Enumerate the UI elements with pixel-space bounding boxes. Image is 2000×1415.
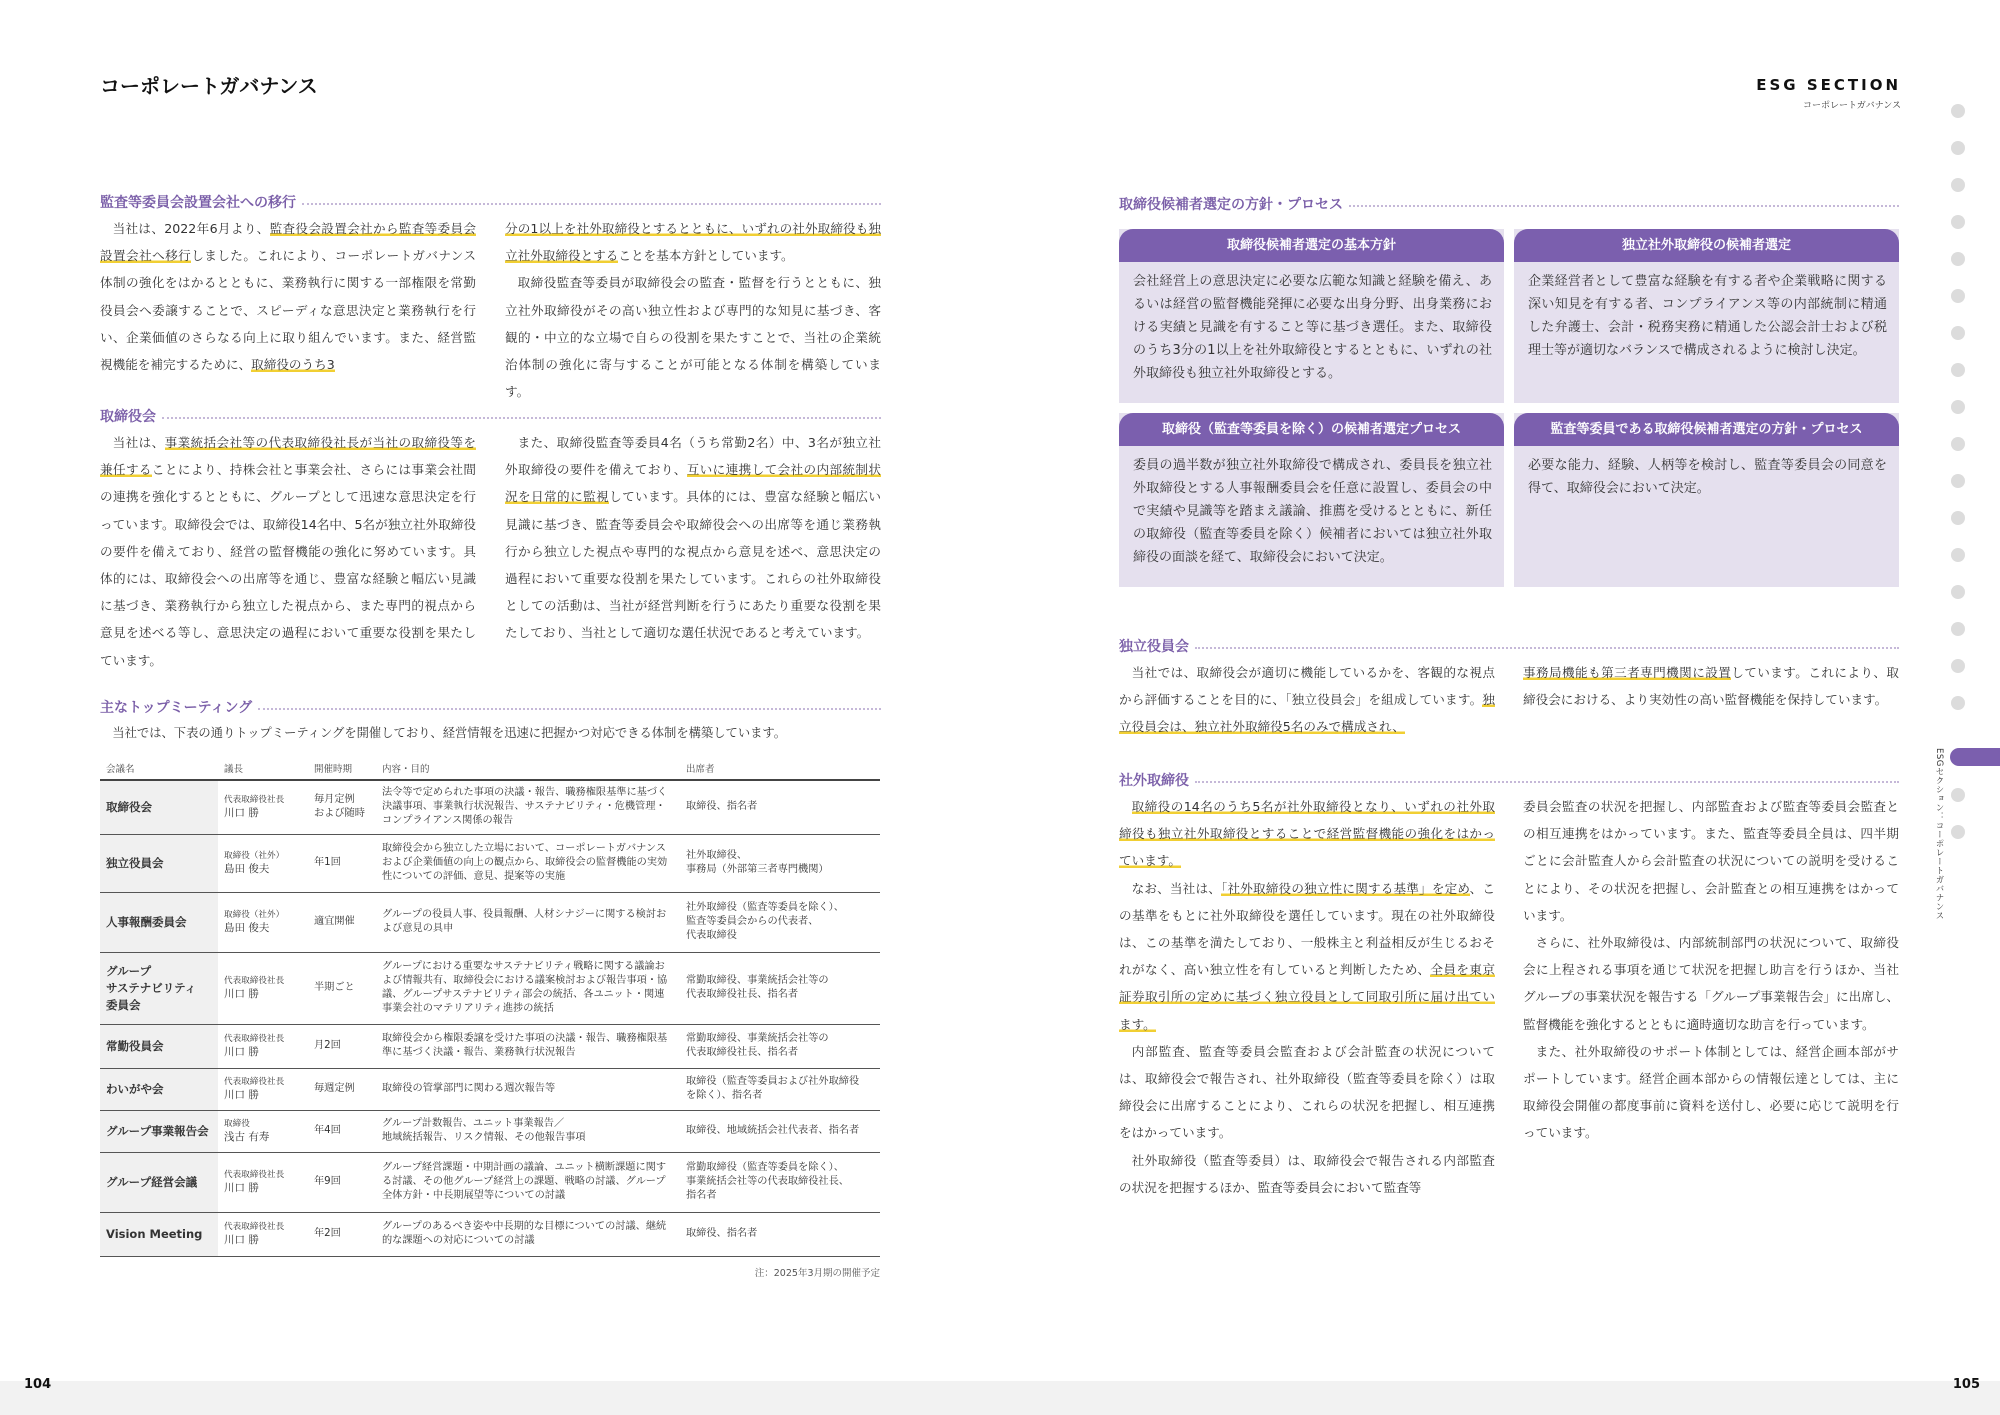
meeting-attendees: 取締役、指名者 <box>680 780 880 834</box>
policy-box-title: 独立社外取締役の候補者選定 <box>1514 229 1899 262</box>
column-header: 開催時期 <box>308 759 376 780</box>
meetings-table <box>100 759 880 1257</box>
transition-section <box>100 191 881 405</box>
transition-paragraph-2: 分の1以上を社外取締役とするとともに、いずれの社外取締役も独立社外取締役とすることを基本方針としています。 <box>505 221 881 264</box>
section-header <box>1756 76 1901 111</box>
outside-paragraph-3: 内部監査、監査等委員会監査および会計監査の状況については、取締役会で報告され、社外取締役（監査等委員を除く）は取締役会に出席することにより、これらの状況を把握し、相互連携をはかっています。 <box>1119 1043 1495 1141</box>
board-section <box>100 405 881 674</box>
column-header: 内容・目的 <box>376 759 680 780</box>
side-nav-dot[interactable] <box>1951 622 1965 636</box>
side-nav-dot[interactable] <box>1951 511 1965 525</box>
chair-role: 代表取締役社長 <box>224 1222 285 1233</box>
page-number-right: 105 <box>1952 1377 1980 1392</box>
side-nav-dot[interactable] <box>1951 788 1965 802</box>
meeting-attendees: 常勤取締役、事業統括会社等の 代表取締役社長、指名者 <box>680 1024 880 1068</box>
board-heading: 取締役会 <box>100 405 881 427</box>
outside-paragraph-6: さらに、社外取締役は、内部統制部門の状況について、取締役会に上程される事項を通じて状況を把握し助言を行うほか、当社グループの事業状況を報告する「グループ事業報告会」に出席し、監督機能を強化するとともに適時適切な助言を行っています。 <box>1523 935 1899 1032</box>
footer-bar <box>0 1381 2000 1415</box>
meeting-name: 人事報酬委員会 <box>100 892 218 952</box>
table-row <box>100 780 880 834</box>
policy-box-title: 取締役（監査等委員を除く）の候補者選定プロセス <box>1119 413 1504 446</box>
meeting-name: グループ経営会議 <box>100 1152 218 1212</box>
independent-section <box>1119 635 1899 741</box>
policy-box-title: 監査等委員である取締役候補者選定の方針・プロセス <box>1514 413 1899 446</box>
table-row <box>100 892 880 952</box>
board-paragraph-1: 当社は、事業統括会社等の代表取締役社長が当社の取締役等を兼任することにより、持株会社と事業会社、さらには事業会社間の連携を強化するとともに、グループとして迅速な意思決定を行っています。取締役会では、取締役14名中、5名が独立社外取締役の要件を備えており、経営の監督機能の強化に努めています。具体的には、取締役会への出席等を通じ、豊富な経験と幅広い見識に基づき、業務執行から独立した視点から、また専門的視点から意見を述べる等し、意思決定の過程において重要な役割を果たしています。 <box>100 435 477 668</box>
side-nav-dot[interactable] <box>1951 289 1965 303</box>
meeting-chair <box>218 892 308 952</box>
selection-section <box>1119 193 1899 587</box>
meeting-timing: 年9回 <box>308 1152 376 1212</box>
outside-paragraph-2: なお、当社は、「社外取締役の独立性に関する基準」を定め、この基準をもとに社外取締役を選任しています。現在の社外取締役は、この基準を満たしており、一般株主と利益相反が生じるおそれがなく、高い独立性を有していると判断したため、全員を東京証券取引所の定めに基づく独立役員として同取引所に届け出ています。 <box>1119 880 1496 1032</box>
policy-box-body: 委員の過半数が独立社外取締役で構成され、委員長を独立社外取締役とする人事報酬委員会を任意に設置し、委員会の中で実績や見識等を踏まえ議論、推薦を受けるとともに、新任の取締役（監査等委員を除く）候補者においては独立社外取締役の面談を経て、取締役会において決定。 <box>1133 458 1492 565</box>
meetings-section <box>100 696 881 1279</box>
independent-paragraph-2: 事務局機能も第三者専門機関に設置しています。これにより、取締役会における、より実効性の高い監督機能を保持しています。 <box>1523 665 1899 708</box>
chair-role: 取締役（社外） <box>224 851 285 862</box>
side-nav-dot[interactable] <box>1951 474 1965 488</box>
table-row <box>100 952 880 1024</box>
meeting-timing: 毎週定例 <box>308 1068 376 1110</box>
meeting-chair <box>218 780 308 834</box>
transition-paragraph-3: 取締役監査等委員が取締役会の監査・監督を行うとともに、独立社外取締役がその高い独立性および専門的な知見に基づき、客観的・中立的な立場で自らの役割を果たすことで、当社の企業統治体制の強化に寄与することが可能となる体制を構築しています。 <box>505 275 881 400</box>
outside-paragraph-5: 委員会監査の状況を把握し、内部監査および監査等委員会監査との相互連携をはかっています。また、監査等委員全員は、四半期ごとに会計監査人から会計監査の状況についての説明を受けることにより、その状況を把握し、会計監査との相互連携をはかっています。 <box>1523 799 1899 923</box>
side-nav-dot[interactable] <box>1951 252 1965 266</box>
policy-box-body: 必要な能力、経験、人柄等を検討し、監査等委員会の同意を得て、取締役会において決定。 <box>1528 458 1887 496</box>
meeting-chair <box>218 1152 308 1212</box>
board-paragraph-2: また、取締役監査等委員4名（うち常勤2名）中、3名が独立社外取締役の要件を備えており、互いに連携して会社の内部統制状況を日常的に監視しています。具体的には、豊富な経験と幅広い見識に基づき、監査等委員会や取締役会への出席等を通じ業務執行から独立した視点や専門的な視点から意見を述べ、意思決定の過程において重要な役割を果たしています。これらの社外取締役としての活動は、当社が経営判断を行うにあたり重要な役割を果たしており、当社として適切な選任状況であると考えています。 <box>505 435 882 641</box>
side-nav-dot[interactable] <box>1951 141 1965 155</box>
meeting-content: グループ計数報告、ユニット事業報告／ 地域統括報告、リスク情報、その他報告事項 <box>376 1110 680 1152</box>
meeting-attendees: 社外取締役、 事務局（外部第三者専門機関） <box>680 834 880 892</box>
side-nav-dot[interactable] <box>1951 104 1965 118</box>
policy-box <box>1119 413 1504 587</box>
page-number-left: 104 <box>24 1377 52 1392</box>
table-row <box>100 1110 880 1152</box>
column-header: 議長 <box>218 759 308 780</box>
meeting-content: 取締役会から独立した立場において、コーポレートガバナンスおよび企業価値の向上の観点から、取締役会の監督機能の実効性についての評価、意見、提案等の実施 <box>376 834 680 892</box>
policy-box-title: 取締役候補者選定の基本方針 <box>1119 229 1504 262</box>
policy-box <box>1514 229 1899 403</box>
meeting-attendees: 取締役、指名者 <box>680 1212 880 1256</box>
meeting-attendees: 社外取締役（監査等委員を除く）、 監査等委員会からの代表者、 代表取締役 <box>680 892 880 952</box>
side-nav-dot[interactable] <box>1951 825 1965 839</box>
outside-paragraph-4: 社外取締役（監査等委員）は、取締役会で報告される内部監査の状況を把握するほか、監査等委員会において監査等 <box>1119 1152 1495 1195</box>
side-nav-dot[interactable] <box>1951 363 1965 377</box>
transition-paragraph-1: 当社は、2022年6月より、監査役会設置会社から監査等委員会設置会社へ移行しました。これにより、コーポレートガバナンス体制の強化をはかるとともに、業務執行に関する一部権限を常勤役員会へ委譲することで、スピーディな意思決定と業務執行を行い、企業価値のさらなる向上に取り組んでいます。また、経営監視機能を補完するために、取締役のうち3 <box>100 221 476 373</box>
meeting-name: グループ事業報告会 <box>100 1110 218 1152</box>
side-nav-dot[interactable] <box>1951 400 1965 414</box>
table-row <box>100 1212 880 1256</box>
chair-name: 川口 勝 <box>224 807 259 820</box>
meeting-timing: 年2回 <box>308 1212 376 1256</box>
chair-name: 川口 勝 <box>224 1089 259 1102</box>
side-nav-dot[interactable] <box>1951 215 1965 229</box>
outside-directors-heading: 社外取締役 <box>1119 769 1899 791</box>
meeting-content: 取締役の管掌部門に関わる週次報告等 <box>376 1068 680 1110</box>
independent-paragraph-1: 当社では、取締役会が適切に機能しているかを、客観的な視点から評価することを目的に、「独立役員会」を組成しています。独立役員会は、独立社外取締役5名のみで構成され、 <box>1119 665 1495 735</box>
meeting-content: 法令等で定められた事項の決議・報告、職務権限基準に基づく決議事項、事業執行状況報告、サステナビリティ・危機管理・コンプライアンス関係の報告 <box>376 780 680 834</box>
side-nav-dot[interactable] <box>1951 659 1965 673</box>
meeting-attendees: 常勤取締役、事業統括会社等の 代表取締役社長、指名者 <box>680 952 880 1024</box>
meeting-name: わいがや会 <box>100 1068 218 1110</box>
policy-box-body: 企業経営者として豊富な経験を有する者や企業戦略に関する深い知見を有する者、コンプライアンス等の内部統制に精通した弁護士、会計・税務実務に精通した公認会計士および税理士等が適切なバランスで構成されるように検討し決定。 <box>1528 274 1887 358</box>
chair-role: 代表取締役社長 <box>224 1034 285 1045</box>
meeting-timing: 月2回 <box>308 1024 376 1068</box>
meeting-timing: 半期ごと <box>308 952 376 1024</box>
esg-section-sublabel: コーポレートガバナンス <box>1802 101 1901 111</box>
page-title: コーポレートガバナンス <box>100 74 318 98</box>
meeting-timing: 毎月定例 および随時 <box>308 780 376 834</box>
meeting-chair <box>218 1212 308 1256</box>
meetings-table-header <box>100 759 880 780</box>
table-row <box>100 834 880 892</box>
meetings-intro: 当社では、下表の通りトップミーティングを開催しており、経営情報を迅速に把握かつ対応できる体制を構築しています。 <box>112 726 787 740</box>
esg-section-label: ESG SECTION <box>1756 76 1901 94</box>
meeting-name: グループ サステナビリティ 委員会 <box>100 952 218 1024</box>
meeting-name: 取締役会 <box>100 780 218 834</box>
chair-name: 川口 勝 <box>224 1234 259 1247</box>
independent-heading: 独立役員会 <box>1119 635 1899 657</box>
chair-role: 取締役（社外） <box>224 910 285 921</box>
outside-paragraph-7: また、社外取締役のサポート体制としては、経営企画本部がサポートしています。経営企画本部からの情報伝達としては、主に取締役会開催の都度事前に資料を送付し、必要に応じて説明を行っています。 <box>1523 1043 1899 1141</box>
side-nav-active-tab[interactable] <box>1950 748 2000 766</box>
table-row <box>100 1068 880 1110</box>
meeting-content: グループ経営課題・中期計画の議論、ユニット横断課題に関する討議、その他グループ経営上の課題、戦略の討議、グループ全体方針・中長期展望等についての討議 <box>376 1152 680 1212</box>
table-row <box>100 1152 880 1212</box>
side-section-label: ESGセクション：コーポレートガバナンス <box>1934 748 1944 920</box>
table-note: 注：2025年3月期の開催予定 <box>754 1267 880 1279</box>
meeting-chair <box>218 1110 308 1152</box>
selection-heading: 取締役候補者選定の方針・プロセス <box>1119 193 1899 215</box>
meeting-content: 取締役会から権限委譲を受けた事項の決議・報告、職務権限基準に基づく決議・報告、業務執行状況報告 <box>376 1024 680 1068</box>
transition-heading: 監査等委員会設置会社への移行 <box>100 191 881 213</box>
side-nav-dot[interactable] <box>1951 326 1965 340</box>
outside-paragraph-1: 取締役の14名のうち5名が社外取締役となり、いずれの社外取締役も独立社外取締役とすることで経営監督機能の強化をはかっています。 <box>1119 799 1495 869</box>
meeting-timing: 年4回 <box>308 1110 376 1152</box>
side-nav-dot[interactable] <box>1951 585 1965 599</box>
meeting-name: 常勤役員会 <box>100 1024 218 1068</box>
side-nav-dot[interactable] <box>1951 696 1965 710</box>
meeting-content: グループにおける重要なサステナビリティ戦略に関する議論および情報共有、取締役会における議案検討および報告事項・協議、グループサステナビリティ部会の統括、各ユニット・関連事業会社のマテリアリティ進捗の統括 <box>376 952 680 1024</box>
chair-name: 川口 勝 <box>224 988 259 1001</box>
meeting-content: グループの役員人事、役員報酬、人材シナジーに関する検討および意見の具申 <box>376 892 680 952</box>
side-nav-dot[interactable] <box>1951 548 1965 562</box>
meeting-chair <box>218 1068 308 1110</box>
chair-role: 取締役 <box>224 1119 250 1130</box>
policy-box <box>1514 413 1899 587</box>
meetings-heading: 主なトップミーティング <box>100 696 881 718</box>
meeting-attendees: 取締役、地域統括会社代表者、指名者 <box>680 1110 880 1152</box>
meeting-chair <box>218 952 308 1024</box>
meeting-attendees: 常勤取締役（監査等委員を除く）、 事業統括会社等の代表取締役社長、 指名者 <box>680 1152 880 1212</box>
meeting-timing: 適宜開催 <box>308 892 376 952</box>
meeting-name: Vision Meeting <box>100 1212 218 1256</box>
column-header: 会議名 <box>100 759 218 780</box>
policy-box <box>1119 229 1504 403</box>
chair-name: 浅古 有寿 <box>224 1131 270 1144</box>
meeting-chair <box>218 834 308 892</box>
chair-name: 川口 勝 <box>224 1046 259 1059</box>
side-nav-dot[interactable] <box>1951 437 1965 451</box>
meeting-content: グループのあるべき姿や中長期的な目標についての討議、継続的な課題への対応についての討議 <box>376 1212 680 1256</box>
chair-role: 代表取締役社長 <box>224 976 285 987</box>
meeting-chair <box>218 1024 308 1068</box>
selection-boxes <box>1119 229 1899 587</box>
meeting-timing: 年1回 <box>308 834 376 892</box>
column-header: 出席者 <box>680 759 880 780</box>
side-nav-dot[interactable] <box>1951 178 1965 192</box>
meeting-name: 独立役員会 <box>100 834 218 892</box>
chair-name: 島田 俊夫 <box>224 863 270 876</box>
meeting-attendees: 取締役（監査等委員および社外取締役 を除く）、指名者 <box>680 1068 880 1110</box>
table-row <box>100 1024 880 1068</box>
policy-box-body: 会社経営上の意思決定に必要な広範な知識と経験を備え、あるいは経営の監督機能発揮に必要な出身分野、出身業務における実績と見識を有すること等に基づき選任。また、取締役のうち3分の1以上を社外取締役とするとともに、いずれの社外取締役も独立社外取締役とする。 <box>1133 274 1492 381</box>
chair-name: 島田 俊夫 <box>224 922 270 935</box>
chair-name: 川口 勝 <box>224 1182 259 1195</box>
chair-role: 代表取締役社長 <box>224 795 285 806</box>
outside-directors-section <box>1119 769 1899 1201</box>
chair-role: 代表取締役社長 <box>224 1170 285 1181</box>
chair-role: 代表取締役社長 <box>224 1077 285 1088</box>
